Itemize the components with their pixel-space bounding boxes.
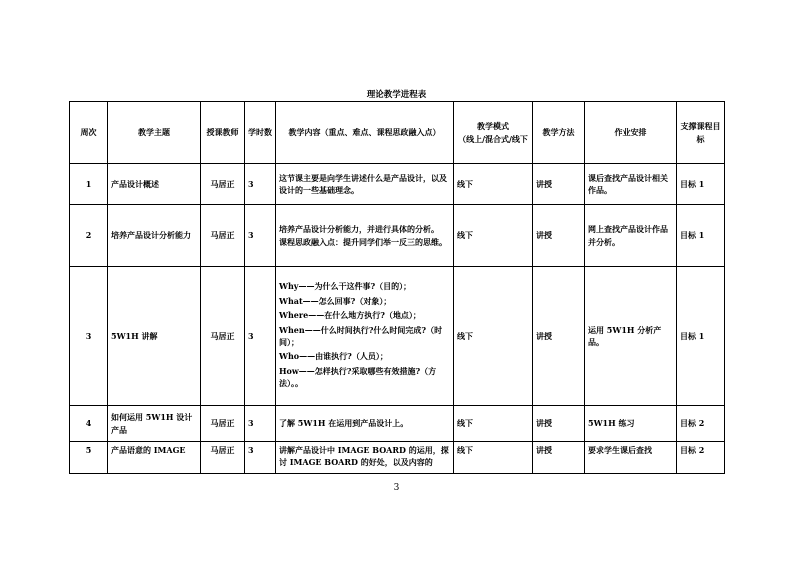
- cell-goal: 目标 1: [677, 267, 725, 406]
- cell-method: 讲授: [533, 205, 585, 267]
- header-week: 周次: [70, 102, 108, 164]
- cell-goal: 目标 2: [677, 406, 725, 442]
- cell-method: 讲授: [533, 406, 585, 442]
- cell-homework: 要求学生课后查找: [585, 442, 677, 474]
- table-row: [70, 267, 725, 406]
- header-mode-line1: 教学模式: [477, 121, 509, 132]
- cell-homework: 网上查找产品设计作品并分析。: [585, 205, 677, 267]
- cell-homework: 课后查找产品设计相关作品。: [585, 164, 677, 205]
- cell-week: 1: [70, 164, 108, 205]
- table-row: [70, 164, 725, 205]
- cell-homework: 5W1H 练习: [585, 406, 677, 442]
- header-teacher: 授课教师: [201, 102, 245, 164]
- header-homework: 作业安排: [585, 102, 677, 164]
- header-mode-line2: （线上/混合式/线下: [458, 133, 528, 144]
- content-line: Why——为什么干这件事?（目的）；: [279, 281, 412, 292]
- cell-mode: 线下: [454, 164, 533, 205]
- content-line: How——怎样执行?采取哪些有效措施?（方法）。。: [279, 365, 437, 389]
- content-line: 这节课主要是向学生讲述什么是产品设计，以及设计的一些基础理念。: [279, 172, 447, 195]
- teaching-schedule-table: [69, 101, 725, 474]
- cell-teacher: 马居正: [201, 406, 245, 442]
- cell-hours: 3: [245, 164, 276, 205]
- table-row: [70, 205, 725, 267]
- cell-hours: 3: [245, 442, 276, 474]
- cell-mode: 线下: [454, 442, 533, 474]
- cell-hours: 3: [245, 205, 276, 267]
- cell-method: 讲授: [533, 442, 585, 474]
- cell-method: 讲授: [533, 164, 585, 205]
- table-row: [70, 442, 725, 474]
- cell-topic: 培养产品设计分析能力: [108, 205, 201, 267]
- cell-teacher: 马居正: [201, 164, 245, 205]
- cell-method: 讲授: [533, 267, 585, 406]
- cell-topic: 产品语意的 IMAGE: [108, 442, 201, 474]
- page-number: 3: [393, 483, 400, 493]
- content-line: What——怎么回事?（对象）；: [279, 295, 392, 306]
- content-line: When——什么时间执行?什么时间完成?（时间）；: [279, 324, 443, 347]
- content-line: 讲解产品设计中 IMAGE BOARD 的运用，探讨 IMAGE BOARD 的好处，以及内容的: [279, 445, 449, 468]
- cell-goal: 目标 1: [677, 164, 725, 205]
- cell-content: [276, 406, 454, 442]
- header-mode: [454, 102, 533, 164]
- cell-mode: 线下: [454, 406, 533, 442]
- cell-content: [276, 442, 454, 474]
- cell-topic: 5W1H 讲解: [108, 267, 201, 406]
- header-method: 教学方法: [533, 102, 585, 164]
- cell-content: [276, 205, 454, 267]
- cell-teacher: 马居正: [201, 205, 245, 267]
- cell-homework: 运用 5W1H 分析产品。: [585, 267, 677, 406]
- header-goal: 支撑课程目标: [677, 102, 725, 164]
- content-line: 培养产品设计分析能力，并进行具体的分析。: [279, 224, 439, 235]
- table-row: [70, 406, 725, 442]
- header-hours: 学时数: [245, 102, 276, 164]
- header-content: 教学内容（重点、难点、课程思政融入点）: [276, 102, 454, 164]
- table-header-row: [70, 102, 725, 164]
- cell-content: [276, 267, 454, 406]
- cell-mode: 线下: [454, 267, 533, 406]
- cell-goal: 目标 1: [677, 205, 725, 267]
- cell-hours: 3: [245, 267, 276, 406]
- cell-week: 4: [70, 406, 108, 442]
- cell-content: [276, 164, 454, 205]
- table-title: 理论教学进程表: [366, 90, 427, 100]
- content-line: Where——在什么地方执行?（地点）；: [279, 310, 421, 321]
- cell-teacher: 马居正: [201, 442, 245, 474]
- content-line: 了解 5W1H 在运用到产品设计上。: [279, 418, 409, 429]
- cell-teacher: 马居正: [201, 267, 245, 406]
- content-line: 课程思政融入点：提升同学们举一反三的思维。: [279, 236, 447, 247]
- cell-mode: 线下: [454, 205, 533, 267]
- cell-topic: 如何运用 5W1H 设计产品: [108, 406, 201, 442]
- header-topic: 教学主题: [108, 102, 201, 164]
- cell-hours: 3: [245, 406, 276, 442]
- cell-week: 5: [70, 442, 108, 474]
- content-line: Who——由谁执行?（人员）；: [279, 351, 388, 362]
- cell-topic: 产品设计概述: [108, 164, 201, 205]
- cell-week: 3: [70, 267, 108, 406]
- cell-goal: 目标 2: [677, 442, 725, 474]
- cell-week: 2: [70, 205, 108, 267]
